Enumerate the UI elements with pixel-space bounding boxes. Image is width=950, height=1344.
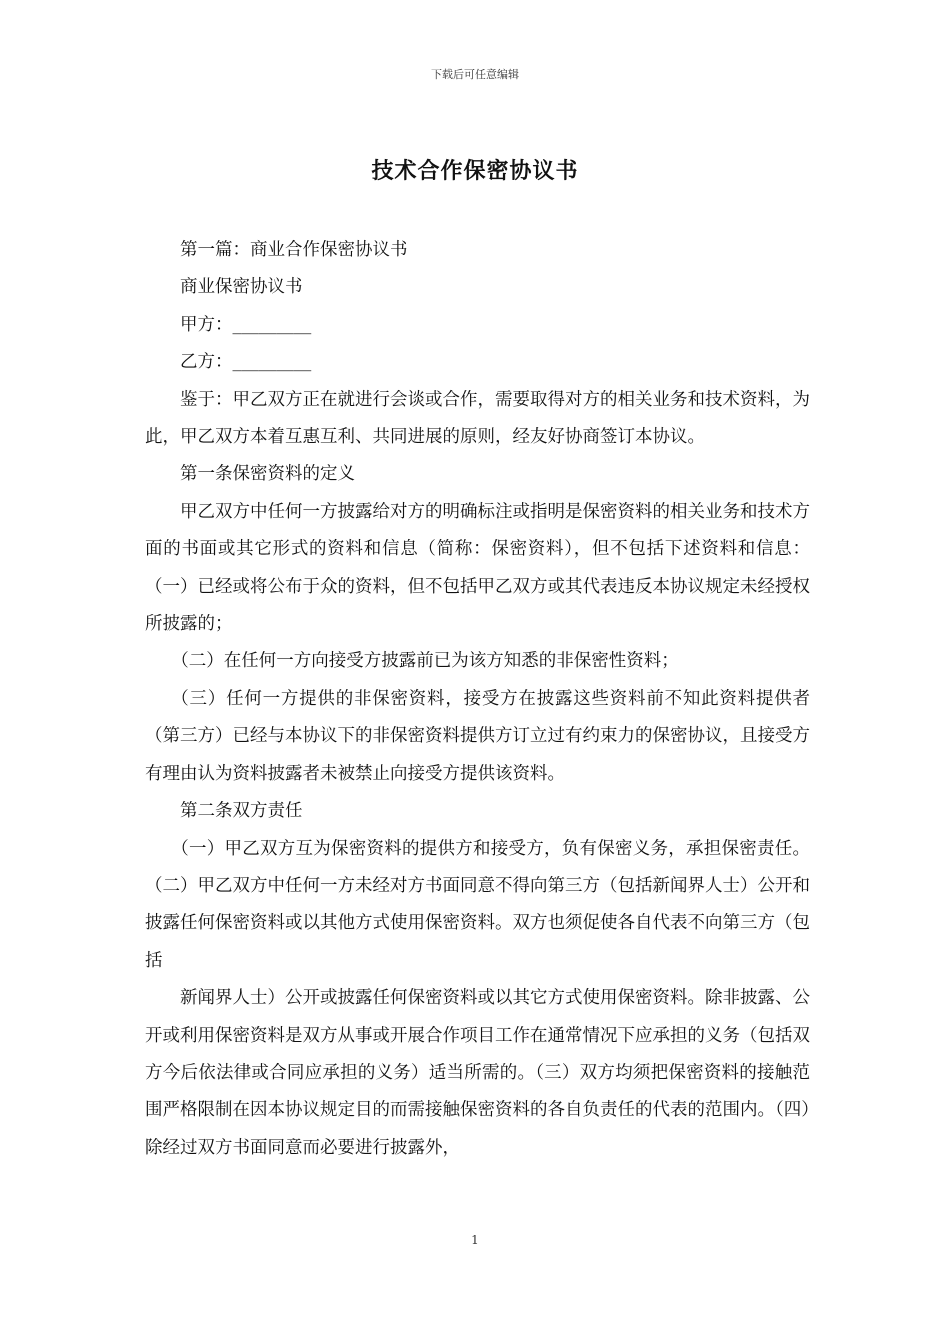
paragraph-part-one-heading: 第一篇：商业合作保密协议书	[180, 240, 408, 260]
paragraph-preamble: 鉴于：甲乙双方正在就进行会谈或合作，需要取得对方的相关业务和技术资料，为此，甲乙双方本着互惠互利、共同进展的原则，经友好协商签订本协议。	[145, 389, 810, 448]
document-body	[145, 232, 810, 1167]
article-one-heading: 第一条保密资料的定义	[180, 464, 355, 485]
page-number: 1	[471, 1233, 479, 1247]
party-b-line: 乙方：_________	[180, 352, 312, 373]
article-one-item-two: （二）在任何一方向接受方披露前已为该方知悉的非保密性资料；	[171, 651, 679, 672]
article-one-item-three: （三）任何一方提供的非保密资料，接受方在披露这些资料前不知此资料提供者（第三方）已经与本协议下的非保密资料提供方订立过有约束力的保密协议，且接受方有理由认为资料披露者未被禁止向接受方提供该资料。	[145, 688, 810, 784]
article-two-item-one: （一）甲乙双方互为保密资料的提供方和接受方，负有保密义务，承担保密责任。（二）甲乙双方中任何一方未经对方书面同意不得向第三方（包括新闻界人士）公开和披露任何保密资料或以其他方式使用保密资料。双方也须促使各自代表不向第三方（包括	[145, 838, 810, 971]
paragraph-subtitle: 商业保密协议书	[180, 277, 303, 298]
article-one-definition: 甲乙双方中任何一方披露给对方的明确标注或指明是保密资料的相关业务和技术方面的书面或其它形式的资料和信息（简称：保密资料），但不包括下述资料和信息：（一）已经或将公布于众的资料，但不包括甲乙双方或其代表违反本协议规定未经授权所披露的；	[145, 501, 810, 635]
document-title: 技术合作保密协议书	[371, 158, 579, 184]
article-two-continuation: 新闻界人士）公开或披露任何保密资料或以其它方式使用保密资料。除非披露、公开或利用保密资料是双方从事或开展合作项目工作在通常情况下应承担的义务（包括双方今后依法律或合同应承担的义务）适当所需的。（三）双方均须把保密资料的接触范围严格限制在因本协议规定目的而需接触保密资料的各自负责任的代表的范围内。（四）除经过双方书面同意而必要进行披露外，	[145, 988, 810, 1158]
page-header: 下载后可任意编辑	[431, 68, 519, 81]
article-two-heading: 第二条双方责任	[180, 801, 303, 822]
party-a-line: 甲方：_________	[180, 314, 312, 335]
